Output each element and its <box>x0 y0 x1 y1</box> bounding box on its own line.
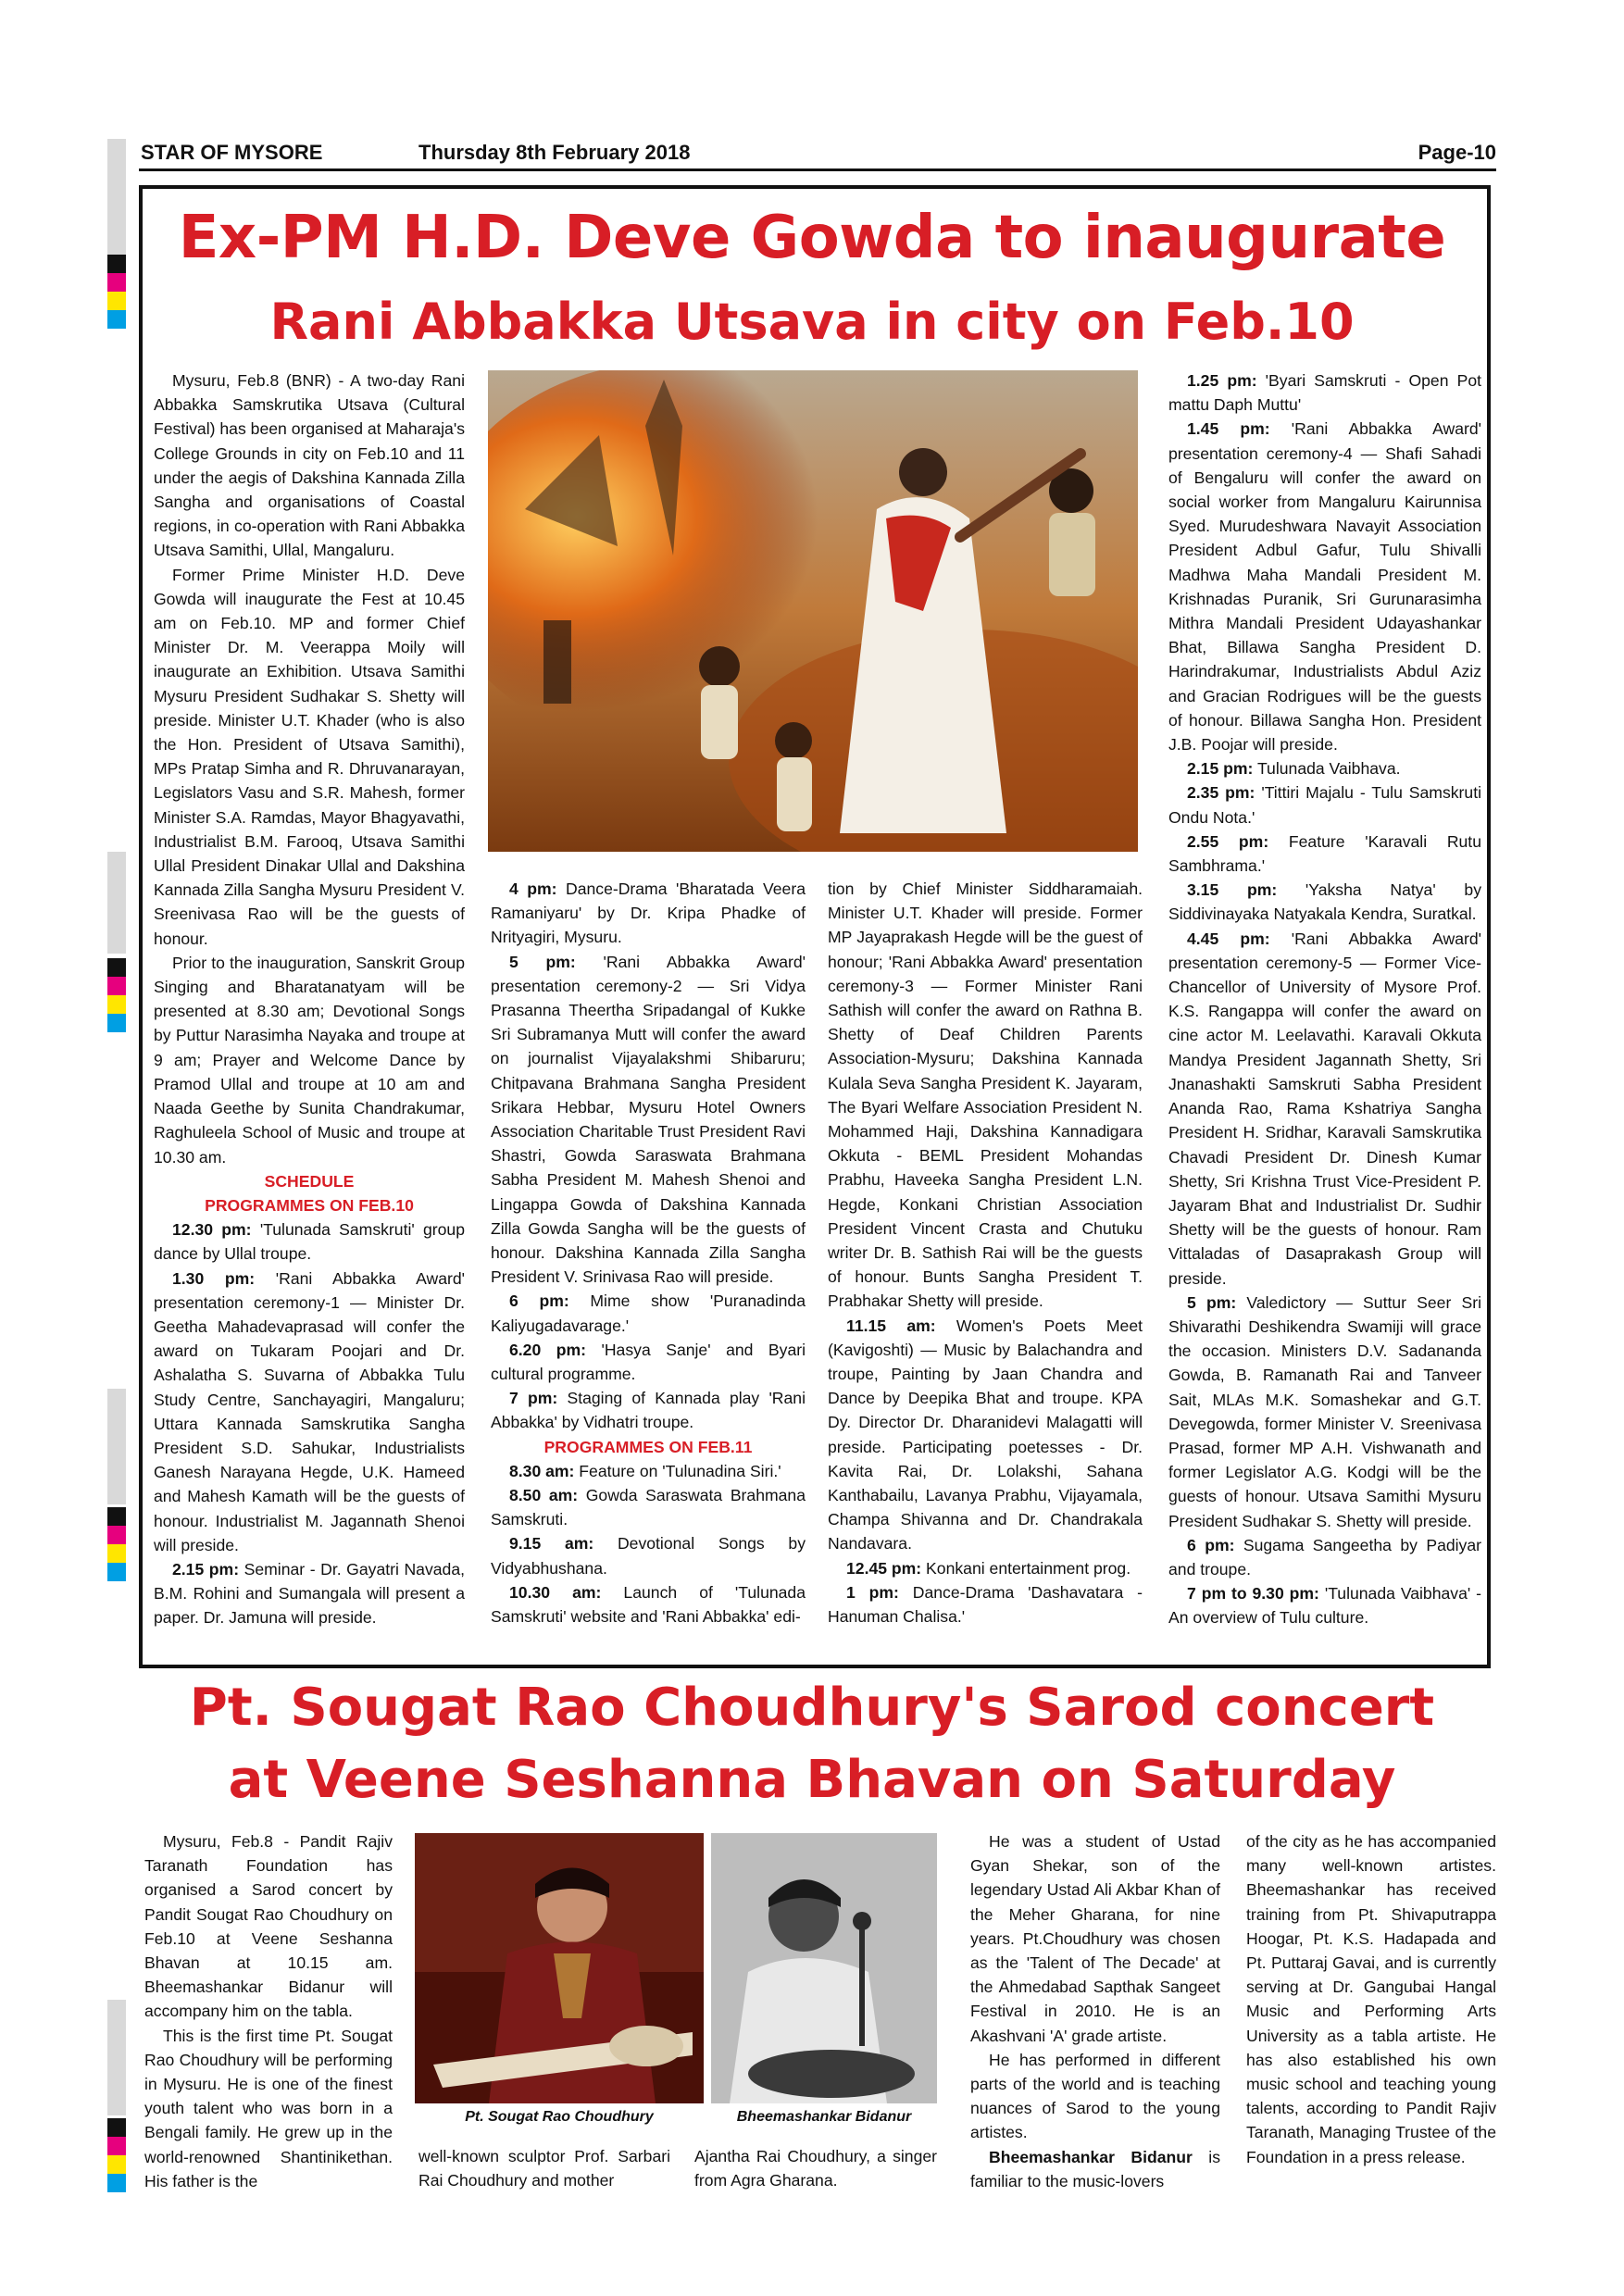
header-rule <box>139 168 1496 171</box>
paragraph: well-known sculptor Prof. Sarbari Rai Choudhury and mother <box>418 2147 670 2190</box>
paragraph: Former Prime Minister H.D. Deve Gowda will inaugurate the Fest at 10.45 am on Feb.10. MP and former Chief Minister Dr. M. Veerappa Moily will inaugurate an Exhibition. Utsava Samithi Mysuru President Sudhakar S. Shetty will preside. Minister U.T. Khader (who is also the Hon. President of Utsava Samithi), MPs Pratap Simha and R. Dhruvanarayan, Legislators Vasu and S.R. Mahesh, former Minister S.A. Ramdas, Mayor Bhagyavathi, Industrialist B.M. Farooq, Utsava Samithi Ullal President Dinakar Ullal and Dakshina Kannada Zilla Sangha Mysuru President V. Sreenivasa Rao will be the guests of honour. <box>154 565 465 948</box>
paragraph: Bheemashankar Bidanur is familiar to the music-lovers <box>970 2147 1220 2190</box>
schedule-item: 1.25 pm: 'Byari Samskruti - Open Pot mattu Daph Muttu' <box>1168 371 1481 415</box>
issue-date: Thursday 8th February 2018 <box>418 141 691 164</box>
schedule-item: 3.15 pm: 'Yaksha Natya' by Siddivinayaka Natyakala Kendra, Suratkal. <box>1168 880 1481 924</box>
paragraph: Mysuru, Feb.8 (BNR) - A two-day Rani Abbakka Samskrutika Utsava (Cultural Festival) has been organised at Maharaja's College Grounds in city on Feb.10 and 11 under the aegis of Dakshina Kannada Zilla Sangha and organisations of Coastal regions, in co-operation with Rani Abbakka Utsava Samithi, Ullal, Mangaluru. <box>154 371 465 560</box>
story2-headline: Pt. Sougat Rao Choudhury's Sarod concert <box>189 1678 1435 1738</box>
photo-caption: Bheemashankar Bidanur <box>736 2109 912 2125</box>
schedule-item: 7 pm: Staging of Kannada play 'Rani Abbakka' by Vidhatri troupe. <box>491 1389 806 1432</box>
bheemashankar-photo <box>711 1833 937 2103</box>
schedule-item: 2.55 pm: Feature 'Karavali Rutu Sambhrama.' <box>1168 831 1481 876</box>
schedule-item: 8.30 am: Feature on 'Tulunadina Siri.' <box>509 1461 781 1480</box>
story1-column-4 <box>1168 368 1481 1630</box>
story1-subheadline: Rani Abbakka Utsava in city on Feb.10 <box>269 293 1355 351</box>
color-marks <box>107 958 126 1032</box>
sougat-rao-photo <box>415 1833 704 2103</box>
paragraph: of the city as he has accompanied many well-known artistes. Bheemashankar has received training from Pt. Shivaputrappa Hoogar, Pt. K.S. Hadapada and Pt. Puttaraj Gavai, and is currently serving at Dr. Gangubai Hangal Music and Performing Arts University as a tabla artiste. He has also established his own music school and teaching young talents, according to Pandit Rajiv Taranath, Managing Trustee of the Foundation in a press release. <box>1246 1832 1496 2166</box>
schedule-item: 5 pm: 'Rani Abbakka Award' presentation ceremony-2 — Sri Vidya Prasanna Theertha Sripadangal of Kukke Sri Subramanya Mutt will confer the award on journalist Vijayalakshmi Shibaruru; Chitpavana Brahmana Sangha President Srikara Hebbar, Mysuru Hotel Owners Association Charitable Trust President Ravi Shastri, Gowda Saraswata Brahmana Sabha President M. Mahesh Shenoi and Lingappa Gowda of Dakshina Kannada Zilla Gowda Sangha will be the guests of honour. Dakshina Kannada Zilla Sangha President V. Srinivasa Rao will preside. <box>491 952 806 1287</box>
paragraph: He was a student of Ustad Gyan Shekar, son of the legendary Ustad Ali Akbar Khan of the Meher Gharana, for nine years. Pt.Choudhury was chosen as the 'Talent of The Decade' at the Ahmedabad Sapthak Sangeet Festival in 2010. He is an Akashvani 'A' grade artiste. <box>970 1832 1220 2045</box>
schedule-item: 6 pm: Sugama Sangeetha by Padiyar and troupe. <box>1168 1535 1481 1578</box>
story2-column-4 <box>970 1829 1220 2193</box>
schedule-item: 11.15 am: Women's Poets Meet (Kavigoshti) — Music by Balachandra and troupe, Painting by Jaan Chandra and Dance by Deepika Bhat and troupe. KPA Dy. Director Dr. Dharanidevi Malagatti will preside. Participating poetesses - Dr. Kavita Rai, Dr. Lolakshi, Sahana Kanthabailu, Lavanya Prabhu, Vijayamala, Champa Shivanna and Dr. Chandrakala Nandavara. <box>828 1316 1143 1554</box>
schedule-item: 1.45 pm: 'Rani Abbakka Award' presentation ceremony-4 — Shafi Sahadi of Bengaluru will confer the award on social worker from Mangaluru Kairunnisa Syed. Murudeshwara Navayit Association President Adbul Gafur, Tulu Shivalli Madhwa Maha Mandali President M. Krishnadas Puranik, Sri Gurunarasimha Mithra Mandali President Udayashankar Bhat, Billawa Sangha President D. Harindrakumar, Industrialists Abdul Aziz and Gracian Rodrigues will be the guests of honour. Billawa Sangha Hon. President J.B. Poojar will preside. <box>1168 419 1481 755</box>
paragraph: This is the first time Pt. Sougat Rao Choudhury will be performing in Mysuru. He is one of the finest youth talent who was born in a Bengali family. He grew up in the world-renowned Shantinikethan. His father is the <box>144 2026 393 2190</box>
color-marks <box>107 1507 126 1581</box>
paragraph: Mysuru, Feb.8 - Pandit Rajiv Taranath Foundation has organised a Sarod concert by Pandit Sougat Rao Choudhury on Feb.10 at Veene Seshanna Bhavan at 10.15 am. Bheemashankar Bidanur will accompany him on the tabla. <box>144 1832 393 2021</box>
schedule-item: 2.35 pm: 'Tittiri Majalu - Tulu Samskruti Ondu Nota.' <box>1168 783 1481 827</box>
paragraph: tion by Chief Minister Siddharamaiah. Minister U.T. Khader will preside. Former MP Jayaprakash Hegde will be the guest of honour; 'Rani Abbakka Award' presentation ceremony-3 — Former Minister Rani Sathish will confer the award on Rathna B. Shetty of Deaf Children Parents Association-Mysuru; Dakshina Kannada Kulala Seva Sangha President K. Jayaram, The Byari Welfare Association President N. Mohammed Haji, Dakshina Kannadigara Okkuta - BEML President Mohandas Prabhu, Haveeka Sangha President L.N. Hegde, Konkani Christian Association President Vincent Crasta and Chutuku writer Dr. B. Sathish Rai will be the guests of honour. Bunts Sangha President T. Prabhakar Shetty will preside. <box>828 880 1143 1311</box>
story2-column-1 <box>144 1829 393 2193</box>
registration-strip <box>107 1389 126 1504</box>
story1-headline: Ex-PM H.D. Deve Gowda to inaugurate <box>178 204 1446 272</box>
story2-column-5 <box>1246 1829 1496 2169</box>
photo-caption: Pt. Sougat Rao Choudhury <box>465 2109 654 2125</box>
schedule-item: 4.45 pm: 'Rani Abbakka Award' presentation ceremony-5 — Former Vice-Chancellor of University of Mysore Prof. K.S. Rangappa will confer the award on cine actor M. Leelavathi. Karavali Okkuta Mandya President Jagannath Shetty, Sri Jnanashakti Samskruti Sabha President Ananda Rao, Rama Kshatriya Sangha President H. Sridhar, Karavali Samskrutika Chavadi President Dr. Dinesh Kumar Shetty, Sri Krishna Trust Vice-President P. Jayaram Bhat and Industrialist Dr. Sudhir Shetty will be the guests of honour. Ram Vittaladas of Dasaprakash Group will preside. <box>1168 929 1481 1288</box>
schedule-item: 9.15 am: Devotional Songs by Vidyabhushana. <box>491 1534 806 1578</box>
story2-column-3 <box>694 2144 937 2192</box>
programmes-feb10-heading: PROGRAMMES ON FEB.10 <box>205 1195 414 1215</box>
schedule-item: 2.15 pm: Seminar - Dr. Gayatri Navada, B.M. Rohini and Sumangala will present a paper. Dr. Jamuna will preside. <box>154 1559 465 1628</box>
color-marks <box>107 2118 126 2192</box>
schedule-item: 7 pm to 9.30 pm: 'Tulunada Vaibhava' - An overview of Tulu culture. <box>1168 1584 1481 1628</box>
story2-subheadline: at Veene Seshanna Bhavan on Saturday <box>228 1750 1396 1810</box>
schedule-item: 1 pm: Dance-Drama 'Dashavatara - Hanuman Chalisa.' <box>828 1582 1143 1627</box>
schedule-item: 2.15 pm: Tulunada Vaibhava. <box>1187 759 1401 779</box>
page-number: Page-10 <box>1418 141 1496 164</box>
registration-strip <box>107 852 126 954</box>
schedule-item: 6 pm: Mime show 'Puranadinda Kaliyugadavarage.' <box>491 1292 806 1335</box>
schedule-item: 4 pm: Dance-Drama 'Bharatada Veera Ramaniyaru' by Dr. Kripa Phadke of Nrityagiri, Mysuru. <box>491 880 806 947</box>
schedule-item: 5 pm: Valedictory — Suttur Seer Sri Shivarathi Deshikendra Swamiji will grace the occasion. Ministers D.V. Sadananda Gowda, B. Ramanath Rai and Tanveer Sait, MLAs M.K. Somashekar and G.T. Devegowda, former Minister V. Sreenivasa Prasad, former MP A.H. Vishwanath and former Legislator A.G. Kodgi will be the guests of honour. Utsava Samithi Mysuru President Sudhakar S. Shetty will preside. <box>1168 1292 1481 1530</box>
schedule-item: 6.20 pm: 'Hasya Sanje' and Byari cultural programme. <box>491 1340 806 1384</box>
schedule-heading: SCHEDULE <box>264 1171 355 1191</box>
newspaper-name: STAR OF MYSORE <box>141 141 323 164</box>
registration-strip <box>107 2000 126 2115</box>
story2-column-2 <box>418 2144 670 2192</box>
story1-column-1 <box>154 368 465 1630</box>
schedule-item: 1.30 pm: 'Rani Abbakka Award' presentation ceremony-1 — Minister Dr. Geetha Mahadevaprasad will confer the award on Tukaram Poojari and Dr. Ashalatha S. Suvarna of Abbakka Tulu Study Centre, Sanchayagiri, Mangaluru; Uttara Kannada Samskrutika Sangha President S.D. Sahukar, Industrialists Ganesh Narayana Hegde, U.K. Hameed and Mahesh Kamath will be the guests of honour. Industrialist M. Jagannath Shenoi will preside. <box>154 1268 465 1554</box>
schedule-item: 10.30 am: Launch of 'Tulunada Samskruti' website and 'Rani Abbakka' edi- <box>491 1582 806 1627</box>
story1-column-3 <box>828 877 1143 1628</box>
programmes-feb11-heading: PROGRAMMES ON FEB.11 <box>543 1437 753 1456</box>
schedule-item: 12.45 pm: Konkani entertainment prog. <box>846 1558 1131 1578</box>
paragraph: Ajantha Rai Choudhury, a singer from Agra Gharana. <box>694 2147 937 2190</box>
paragraph: He has performed in different parts of the world and is teaching nuances of Sarod to the young artistes. <box>970 2050 1220 2142</box>
schedule-item: 12.30 pm: 'Tulunada Samskruti' group dance by Ullal troupe. <box>154 1220 465 1264</box>
schedule-item: 8.50 am: Gowda Saraswata Brahmana Samskruti. <box>491 1486 806 1529</box>
story1-column-2 <box>491 877 806 1628</box>
paragraph: Prior to the inauguration, Sanskrit Group Singing and Bharatanatyam will be presented at 8.30 am; Devotional Songs by Puttur Narasimha Nayaka and troupe at 9 am; Prayer and Welcome Dance by Pramod Ullal and troupe at 10 am and Naada Geethe by Sunita Chandrakumar, Raghuleela School of Music and troupe at 10.30 am. <box>154 953 465 1167</box>
rani-abbakka-painting <box>488 370 1138 852</box>
